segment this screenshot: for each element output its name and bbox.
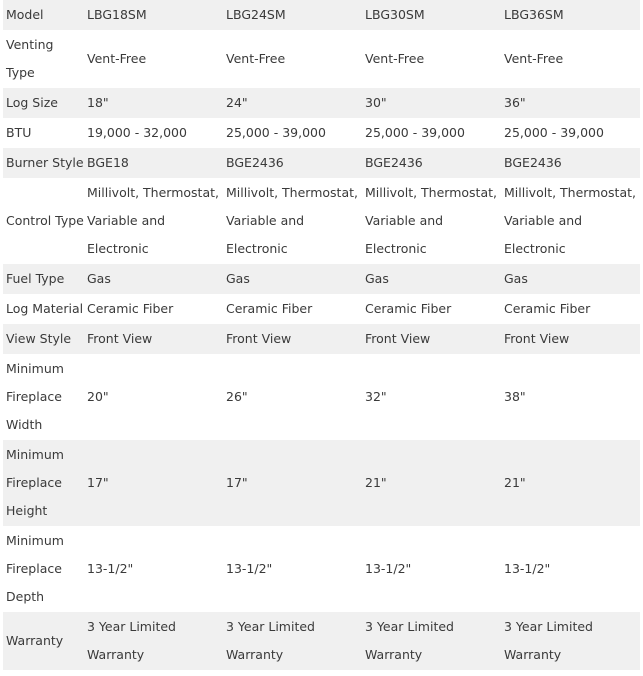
table-cell: BGE18 bbox=[84, 148, 223, 178]
table-cell: 3 Year Limited Warranty bbox=[362, 612, 501, 670]
table-row-control-type bbox=[3, 178, 640, 264]
table-cell: 19,000 - 32,000 bbox=[84, 118, 223, 148]
table-cell: Gas bbox=[362, 264, 501, 294]
table-cell: BGE2436 bbox=[223, 148, 362, 178]
table-cell: Ceramic Fiber bbox=[362, 294, 501, 324]
table-cell: 38" bbox=[501, 354, 640, 440]
table-cell: 30" bbox=[362, 88, 501, 118]
table-header-row bbox=[3, 0, 640, 30]
table-cell: 36" bbox=[501, 88, 640, 118]
row-label: Log Material bbox=[3, 294, 84, 324]
table-cell: Vent-Free bbox=[223, 30, 362, 88]
table-cell: Vent-Free bbox=[501, 30, 640, 88]
row-label: Venting Type bbox=[3, 30, 84, 88]
table-cell: BGE2436 bbox=[362, 148, 501, 178]
table-cell: 3 Year Limited Warranty bbox=[223, 612, 362, 670]
table-cell: 25,000 - 39,000 bbox=[501, 118, 640, 148]
table-cell: Gas bbox=[84, 264, 223, 294]
table-row-fuel-type bbox=[3, 264, 640, 294]
table-cell: Gas bbox=[223, 264, 362, 294]
table-cell: Millivolt, Thermostat, Variable and Electronic bbox=[501, 178, 640, 264]
row-label: Control Type bbox=[3, 178, 84, 264]
table-row-log-material bbox=[3, 294, 640, 324]
table-cell: Vent-Free bbox=[362, 30, 501, 88]
table-cell: 24" bbox=[223, 88, 362, 118]
table-cell: Front View bbox=[362, 324, 501, 354]
header-cell-model: LBG18SM bbox=[84, 0, 223, 30]
table-cell: 13-1/2" bbox=[223, 526, 362, 612]
table-cell: Vent-Free bbox=[84, 30, 223, 88]
table-cell: 25,000 - 39,000 bbox=[223, 118, 362, 148]
table-cell: 3 Year Limited Warranty bbox=[501, 612, 640, 670]
table-cell: 26" bbox=[223, 354, 362, 440]
table-cell: 21" bbox=[501, 440, 640, 526]
table-cell: 25,000 - 39,000 bbox=[362, 118, 501, 148]
table-cell: 17" bbox=[223, 440, 362, 526]
header-cell-model: LBG24SM bbox=[223, 0, 362, 30]
table-row-warranty bbox=[3, 612, 640, 670]
table-row-min-depth bbox=[3, 526, 640, 612]
table-cell: Front View bbox=[223, 324, 362, 354]
row-label: Burner Style bbox=[3, 148, 84, 178]
table-row-log-size bbox=[3, 88, 640, 118]
table-row-venting-type bbox=[3, 30, 640, 88]
row-label: Minimum Fireplace Width bbox=[3, 354, 84, 440]
table-cell: Millivolt, Thermostat, Variable and Electronic bbox=[84, 178, 223, 264]
row-label: Log Size bbox=[3, 88, 84, 118]
row-label: Fuel Type bbox=[3, 264, 84, 294]
row-label: Minimum Fireplace Depth bbox=[3, 526, 84, 612]
table-cell: Front View bbox=[501, 324, 640, 354]
table-row-view-style bbox=[3, 324, 640, 354]
table-cell: 32" bbox=[362, 354, 501, 440]
table-cell: 17" bbox=[84, 440, 223, 526]
table-cell: 21" bbox=[362, 440, 501, 526]
table-cell: 13-1/2" bbox=[84, 526, 223, 612]
table-cell: 20" bbox=[84, 354, 223, 440]
table-cell: BGE2436 bbox=[501, 148, 640, 178]
header-cell-model: LBG36SM bbox=[501, 0, 640, 30]
table-cell: 3 Year Limited Warranty bbox=[84, 612, 223, 670]
table-cell: Ceramic Fiber bbox=[501, 294, 640, 324]
table-row-burner-style bbox=[3, 148, 640, 178]
row-label: BTU bbox=[3, 118, 84, 148]
table-cell: Front View bbox=[84, 324, 223, 354]
row-label: Warranty bbox=[3, 612, 84, 670]
table-cell: Ceramic Fiber bbox=[84, 294, 223, 324]
header-cell-label: Model bbox=[3, 0, 84, 30]
table-row-min-height bbox=[3, 440, 640, 526]
spec-table bbox=[3, 0, 640, 670]
header-cell-model: LBG30SM bbox=[362, 0, 501, 30]
table-cell: 18" bbox=[84, 88, 223, 118]
table-cell: Millivolt, Thermostat, Variable and Electronic bbox=[223, 178, 362, 264]
table-row-min-width bbox=[3, 354, 640, 440]
table-cell: Gas bbox=[501, 264, 640, 294]
table-cell: 13-1/2" bbox=[501, 526, 640, 612]
table-row-btu bbox=[3, 118, 640, 148]
table-cell: 13-1/2" bbox=[362, 526, 501, 612]
row-label: Minimum Fireplace Height bbox=[3, 440, 84, 526]
table-cell: Ceramic Fiber bbox=[223, 294, 362, 324]
table-cell: Millivolt, Thermostat, Variable and Electronic bbox=[362, 178, 501, 264]
row-label: View Style bbox=[3, 324, 84, 354]
